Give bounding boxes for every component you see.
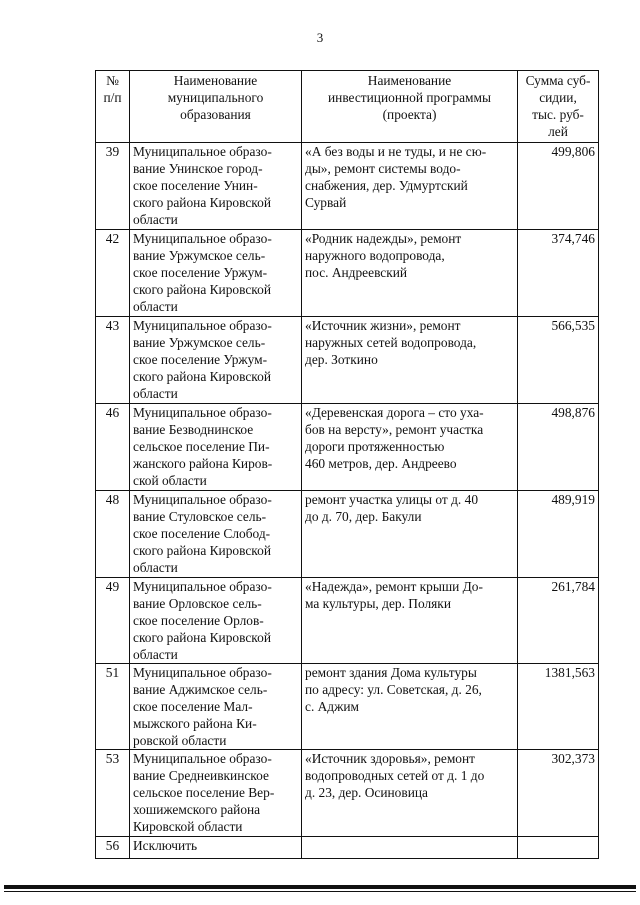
- municipality-line: ского района Кировской: [133, 543, 271, 558]
- program-line: ремонт участка улицы от д. 40: [305, 492, 479, 507]
- program-cell: [302, 143, 518, 230]
- header-municipality: [130, 71, 302, 143]
- table-row: [96, 317, 599, 404]
- municipality-cell: [130, 664, 302, 750]
- table-row: [96, 578, 599, 664]
- program-line: дер. Зоткино: [305, 352, 378, 367]
- program-line: бов на версту», ремонт участка: [305, 422, 484, 437]
- row-number: 48: [96, 491, 130, 578]
- row-number: 53: [96, 750, 130, 837]
- subsidy-amount: 302,373: [518, 750, 599, 837]
- municipality-line: области: [133, 386, 178, 401]
- program-line: до д. 70, дер. Бакули: [305, 509, 422, 524]
- subsidy-amount: 566,535: [518, 317, 599, 404]
- program-line: «Надежда», ремонт крыши До-: [305, 579, 483, 594]
- row-number: 51: [96, 664, 130, 750]
- page-number: 3: [316, 30, 324, 45]
- municipality-line: жанского района Киров-: [133, 456, 273, 471]
- table-row: [96, 750, 599, 837]
- municipality-line: вание Безводнинское: [133, 422, 254, 437]
- program-line: 460 метров, дер. Андреево: [305, 456, 457, 471]
- municipality-cell: [130, 578, 302, 664]
- table-row: [96, 837, 599, 859]
- municipality-line: вание Аджимское сель-: [133, 682, 268, 697]
- row-number: 43: [96, 317, 130, 404]
- table-row: [96, 143, 599, 230]
- row-number: 49: [96, 578, 130, 664]
- header-program-line: (проекта): [382, 107, 437, 122]
- program-line: дороги протяженностью: [305, 439, 445, 454]
- table-row: [96, 230, 599, 317]
- row-number: 39: [96, 143, 130, 230]
- municipality-line: Кировской области: [133, 819, 243, 834]
- municipality-line: ское поселение Уржум-: [133, 352, 268, 367]
- subsidy-amount: [518, 837, 599, 859]
- program-line: наружного водопровода,: [305, 248, 445, 263]
- municipality-line: области: [133, 560, 178, 575]
- program-cell: [302, 404, 518, 491]
- row-number: 56: [96, 837, 130, 859]
- program-line: «Источник здоровья», ремонт: [305, 751, 476, 766]
- program-cell: [302, 578, 518, 664]
- header-program-line: Наименование: [367, 73, 452, 88]
- bottom-rule-thin: [4, 891, 636, 892]
- header-program: [302, 71, 518, 143]
- subsidy-amount: 1381,563: [518, 664, 599, 750]
- municipality-line: ского района Кировской: [133, 369, 271, 384]
- municipality-line: области: [133, 212, 178, 227]
- program-line: д. 23, дер. Осиновица: [305, 785, 428, 800]
- program-line: ремонт здания Дома культуры: [305, 665, 477, 680]
- program-line: с. Аджим: [305, 699, 360, 714]
- municipality-line: сельское поселение Пи-: [133, 439, 270, 454]
- header-num-line: п/п: [103, 90, 122, 105]
- program-line: «А без воды и не туды, и не сю-: [305, 144, 487, 159]
- program-line: «Родник надежды», ремонт: [305, 231, 462, 246]
- bottom-rule-thick: [4, 885, 636, 889]
- municipality-line: ское поселение Уржум-: [133, 265, 268, 280]
- municipality-line: Муниципальное образо-: [133, 144, 272, 159]
- header-municipality-line: Наименование: [173, 73, 258, 88]
- header-municipality-line: образования: [180, 107, 251, 122]
- municipality-line: Муниципальное образо-: [133, 492, 272, 507]
- program-cell: [302, 491, 518, 578]
- program-cell: [302, 837, 518, 859]
- municipality-line: Муниципальное образо-: [133, 231, 272, 246]
- row-number: 42: [96, 230, 130, 317]
- program-line: наружных сетей водопровода,: [305, 335, 477, 350]
- municipality-line: вание Уржумское сель-: [133, 248, 266, 263]
- municipality-line: области: [133, 647, 178, 662]
- municipality-cell: [130, 404, 302, 491]
- table-row: [96, 491, 599, 578]
- program-line: снабжения, дер. Удмуртский: [305, 178, 468, 193]
- municipality-line: Муниципальное образо-: [133, 405, 272, 420]
- program-cell: [302, 750, 518, 837]
- subsidy-amount: 489,919: [518, 491, 599, 578]
- municipality-line: Муниципальное образо-: [133, 318, 272, 333]
- program-line: по адресу: ул. Советская, д. 26,: [305, 682, 482, 697]
- municipality-cell: [130, 750, 302, 837]
- program-line: Сурвай: [305, 195, 347, 210]
- municipality-line: мыжского района Ки-: [133, 716, 257, 731]
- table-row: [96, 664, 599, 750]
- program-line: «Источник жизни», ремонт: [305, 318, 461, 333]
- municipality-line: вание Среднеивкинское: [133, 768, 269, 783]
- municipality-line: вание Стуловское сель-: [133, 509, 267, 524]
- municipality-line: вание Уржумское сель-: [133, 335, 266, 350]
- municipality-line: области: [133, 299, 178, 314]
- header-amount: [518, 71, 599, 143]
- subsidy-amount: 498,876: [518, 404, 599, 491]
- header-num: [96, 71, 130, 143]
- program-line: ма культуры, дер. Поляки: [305, 596, 451, 611]
- program-line: водопроводных сетей от д. 1 до: [305, 768, 485, 783]
- program-cell: [302, 317, 518, 404]
- municipality-line: Муниципальное образо-: [133, 751, 272, 766]
- table-body: [96, 143, 599, 859]
- program-line: ды», ремонт системы водо-: [305, 161, 461, 176]
- municipality-line: ского района Кировской: [133, 282, 271, 297]
- table-header-row: [96, 71, 599, 143]
- municipality-line: Муниципальное образо-: [133, 579, 272, 594]
- municipality-cell: [130, 491, 302, 578]
- row-number: 46: [96, 404, 130, 491]
- municipality-cell: [130, 837, 302, 859]
- header-program-line: инвестиционной программы: [327, 90, 491, 105]
- municipality-line: ское поселение Орлов-: [133, 613, 264, 628]
- program-line: «Деревенская дорога – сто уха-: [305, 405, 484, 420]
- program-cell: [302, 230, 518, 317]
- municipality-line: ского района Кировской: [133, 630, 271, 645]
- municipality-line: хошижемского района: [133, 802, 261, 817]
- municipality-cell: [130, 143, 302, 230]
- municipality-line: Муниципальное образо-: [133, 665, 272, 680]
- municipality-line: ровской области: [133, 733, 227, 748]
- municipality-line: ского района Кировской: [133, 195, 271, 210]
- municipality-cell: [130, 317, 302, 404]
- header-amount-line: тыс. руб-: [532, 107, 584, 122]
- subsidy-amount: 261,784: [518, 578, 599, 664]
- program-cell: [302, 664, 518, 750]
- municipality-line: вание Унинское город-: [133, 161, 263, 176]
- subsidy-table: [95, 70, 599, 859]
- header-num-line: №: [106, 73, 119, 88]
- header-amount-line: сидии,: [539, 90, 577, 105]
- municipality-line: ское поселение Унин-: [133, 178, 258, 193]
- municipality-line: ское поселение Слобод-: [133, 526, 271, 541]
- municipality-line: Исключить: [133, 838, 198, 853]
- header-amount-line: Сумма суб-: [525, 73, 591, 88]
- municipality-line: сельское поселение Вер-: [133, 785, 275, 800]
- header-municipality-line: муниципального: [167, 90, 264, 105]
- municipality-line: вание Орловское сель-: [133, 596, 262, 611]
- municipality-line: ской области: [133, 473, 207, 488]
- table-row: [96, 404, 599, 491]
- municipality-cell: [130, 230, 302, 317]
- program-line: пос. Андреевский: [305, 265, 408, 280]
- header-amount-line: лей: [548, 124, 568, 139]
- subsidy-amount: 374,746: [518, 230, 599, 317]
- municipality-line: ское поселение Мал-: [133, 699, 253, 714]
- subsidy-amount: 499,806: [518, 143, 599, 230]
